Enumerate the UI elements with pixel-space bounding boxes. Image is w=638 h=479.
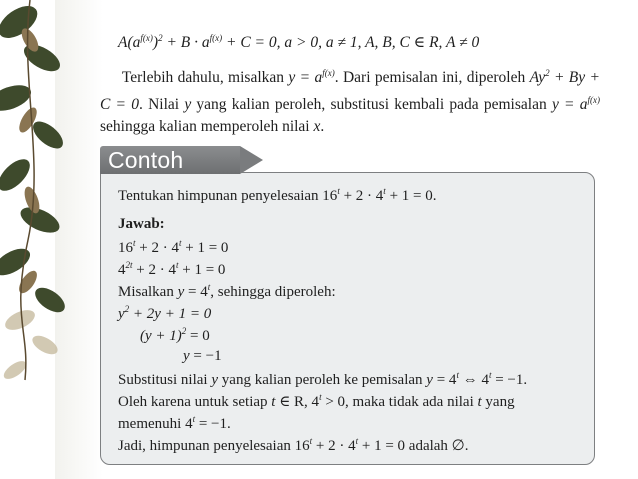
solution-step-3: Misalkan $y = 4^t$, sehingga diperoleh: bbox=[118, 282, 336, 300]
solution-step-6: y = −1 bbox=[183, 348, 222, 364]
answer-label: Jawab: bbox=[118, 216, 165, 232]
solution-step-9: memenuhi $4^t = -1$. bbox=[118, 414, 231, 432]
solution-step-8: Oleh karena untuk setiap t ∈ R, $4^t > 0$, maka tidak ada nilai t yang bbox=[118, 392, 515, 410]
solution-step-4: $y^2 + 2y + 1 = 0$ bbox=[118, 304, 212, 322]
tab-arrow-icon bbox=[240, 146, 263, 174]
example-question: Tentukan himpunan penyelesaian $16^t + 2 \cdot 4^t + 1 = 0$. bbox=[118, 186, 437, 204]
example-tab-label: Contoh bbox=[108, 147, 184, 173]
explanation-paragraph: Terlebih dahulu, misalkan $y = a^{f(x)}$. Dari pemisalan ini, diperoleh $Ay^2 + By + C = 0$. Nilai y yang kalian peroleh, substitusi kembali pada pemisalan $y = a^{f(x)}$ sehingga kalian memperoleh nilai x. bbox=[100, 68, 600, 135]
example-tab bbox=[100, 146, 263, 174]
solution-conclusion: Jadi, himpunan penyelesaian $16^t + 2 \cdot 4^t + 1 = 0$ adalah ∅. bbox=[118, 436, 469, 454]
solution-step-5: $(y + 1)^2 = 0$ bbox=[140, 326, 210, 344]
leaf-vine-decoration bbox=[0, 0, 75, 479]
solution-step-2: $4^{2t} + 2 \cdot 4^t + 1 = 0$ bbox=[118, 260, 226, 278]
solution-step-7: Substitusi nilai y yang kalian peroleh ke pemisalan $y = 4^t$ ⇔ $4^t = -1$. bbox=[118, 370, 528, 388]
solution-step-1: $16^t + 2 \cdot 4^t + 1 = 0$ bbox=[118, 238, 229, 256]
general-form-formula: $A(a^{f(x)})^2 + B \cdot a^{f(x)} + C = 0$, a > 0, a ≠ 1, A, B, C ∈ R, A ≠ 0 bbox=[118, 33, 480, 51]
